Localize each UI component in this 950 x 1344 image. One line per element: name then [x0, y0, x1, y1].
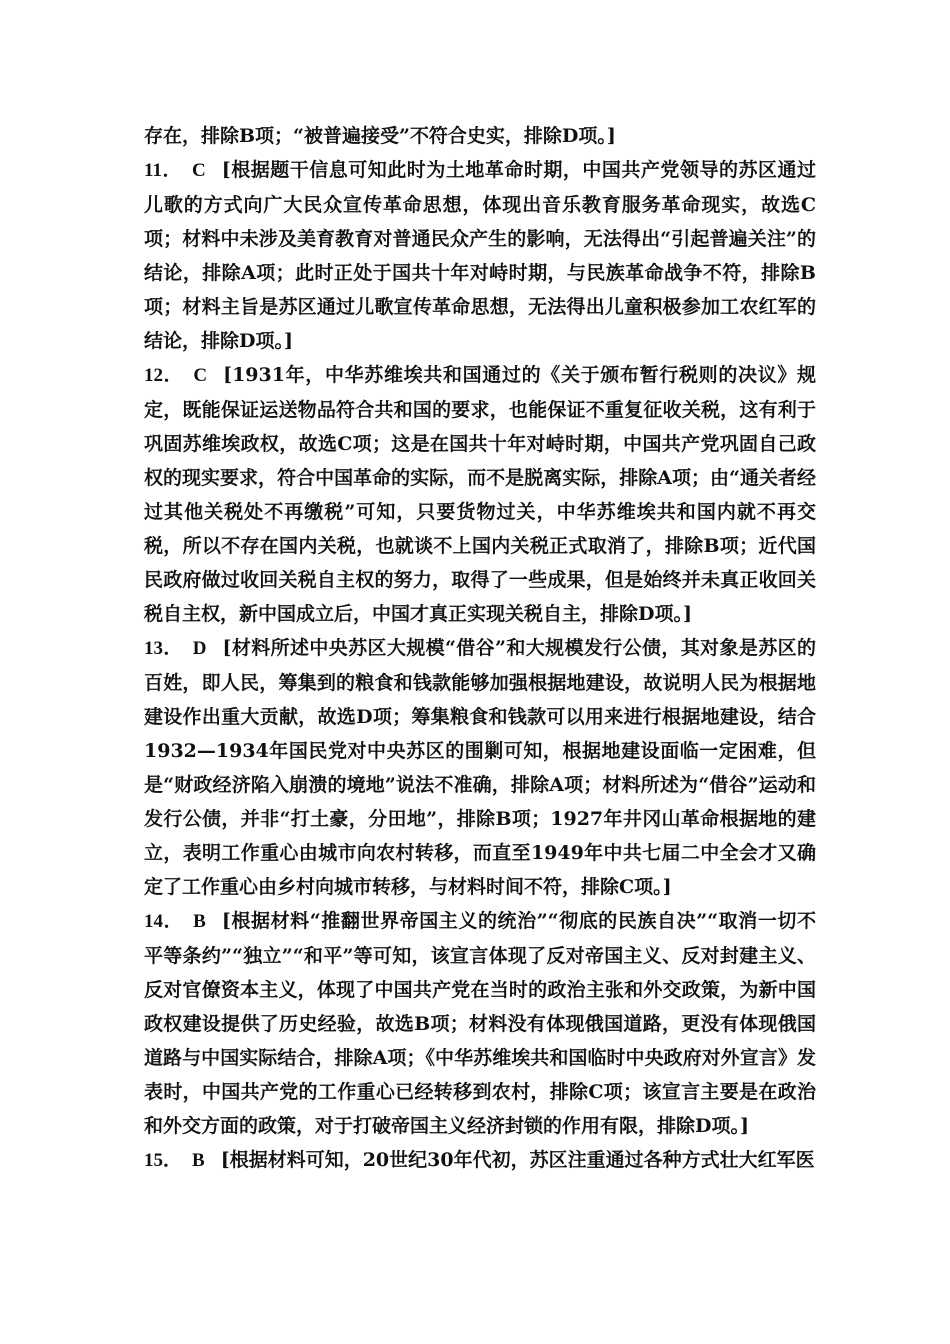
question-number: 15．: [144, 1150, 183, 1171]
answer-explanation: [根据材料“推翻世界帝国主义的统治”“彻底的民族自决”“取消一切不平等条约”“独立”“和平”等可知，该宣言体现了反对帝国主义、反对封建主义、反对官僚资本主义，体现了中国共产党在当时的政治主张和外交政策，为新中国政权建设提供了历史经验，故选B项；材料没有体现俄国道路，更没有体现俄国道路与中国实际结合，排除A项；《中华苏维埃共和国临时中央政府对外宣言》发表时，中国共产党的工作重心已经转移到农村，排除C项；该宣言主要是在政治和外交方面的政策，对于打破帝国主义经济封锁的作用有限，排除D项。]: [144, 910, 816, 1137]
answer-choice: B: [193, 911, 206, 932]
answer-explanation: [材料所述中央苏区大规模“借谷”和大规模发行公债，其对象是苏区的百姓，即人民，筹集到的粮食和钱款能够加强根据地建设，故说明人民为根据地建设作出重大贡献，故选D项；筹集粮食和钱款可以用来进行根据地建设，结合1932—1934年国民党对中央苏区的围剿可知，根据地建设面临一定困难，但是“财政经济陷入崩溃的境地”说法不准确，排除A项；材料所述为“借谷”运动和发行公债，并非“打土豪，分田地”，排除B项；1927年井冈山革命根据地的建立，表明工作重心由城市向农村转移，而直至1949年中共七届二中全会才又确定了工作重心由乡村向城市转移，与材料时间不符，排除C项。]: [144, 637, 816, 898]
answer-explanation: [根据材料可知，20世纪30年代初，苏区注重通过各种方式壮大红军医: [220, 1149, 815, 1171]
answer-explanation: [根据题干信息可知此时为土地革命时期，中国共产党领导的苏区通过儿歌的方式向广大民众宣传革命思想，体现出音乐教育服务革命现实，故选C项；材料中未涉及美育教育对普通民众产生的影响，无法得出“引起普遍关注”的结论，排除A项；此时正处于国共十年对峙时期，与民族革命战争不符，排除B项；材料主旨是苏区通过儿歌宣传革命思想，无法得出儿童积极参加工农红军的结论，排除D项。]: [144, 159, 817, 352]
answer-entry-11: [144, 153, 816, 358]
answer-entry-13: [144, 631, 816, 904]
question-number: 12．: [144, 365, 184, 386]
answer-entry-14: [144, 904, 816, 1143]
answer-entry-12: [144, 358, 816, 631]
previous-answer-continuation: 存在，排除B项；“被普遍接受”不符合史实，排除D项。]: [144, 125, 616, 147]
question-number: 13．: [144, 638, 183, 659]
answer-choice: D: [192, 638, 207, 659]
answer-explanation: [1931年，中华苏维埃共和国通过的《关于颁布暂行税则的决议》规定，既能保证运送物品符合共和国的要求，也能保证不重复征收关税，这有利于巩固苏维埃政权，故选C项；这是在国共十年对峙时期，中国共产党巩固自己政权的现实要求，符合中国革命的实际，而不是脱离实际，排除A项；由“通关者经过其他关税处不再缴税”可知，只要货物过关，中华苏维埃共和国内就不再交税，所以不存在国内关税，也就谈不上国内关税正式取消了，排除B项；近代国民政府做过收回关税自主权的努力，取得了一些成果，但是始终并未真正收回关税自主权，新中国成立后，中国才真正实现关税自主，排除D项。]: [144, 364, 816, 625]
answer-explanations-page: [144, 119, 816, 1178]
question-number: 11．: [144, 160, 182, 181]
answer-choice: B: [192, 1150, 205, 1171]
question-number: 14．: [144, 911, 184, 932]
answer-choice: C: [191, 160, 206, 181]
answer-choice: C: [193, 365, 208, 386]
answer-entry-15: [144, 1143, 816, 1178]
